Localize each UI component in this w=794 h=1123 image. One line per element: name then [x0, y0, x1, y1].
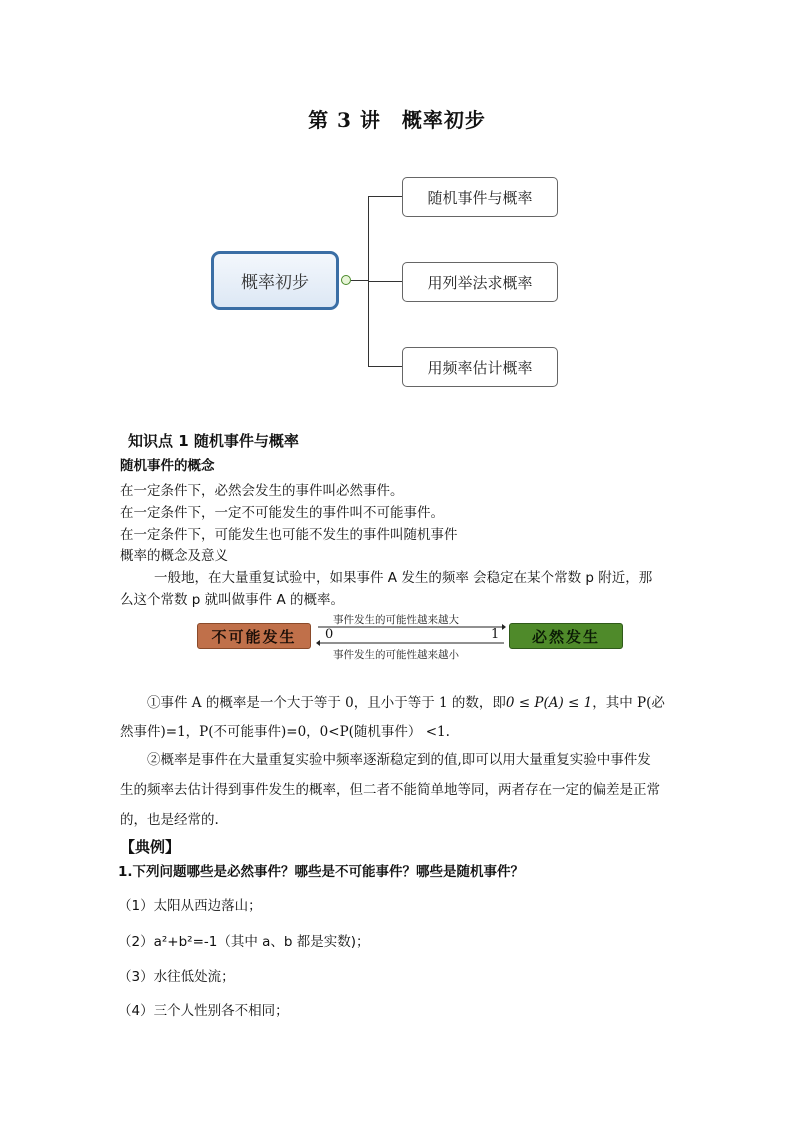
note-1-tail: ，其中 P(必: [592, 695, 665, 711]
mindmap-branch-line-1: [368, 196, 402, 197]
probability-axis: [316, 624, 506, 648]
example-label: 【典例】: [120, 838, 181, 856]
collapse-toggle-icon[interactable]: [341, 275, 351, 285]
axis-zero-label: 0: [325, 627, 334, 642]
mindmap-branch-line-3: [368, 366, 402, 367]
note-1-line2: 然事件)=1，P(不可能事件)=0，0<P(随机事件） <1.: [120, 724, 450, 740]
page-title: 第 3 讲 概率初步: [308, 108, 486, 132]
impossible-badge: 不可能发生: [197, 623, 311, 649]
question-item-2: （2）a²+b²=-1（其中 a、b 都是实数)；: [118, 934, 370, 950]
definition-certain: 在一定条件下，必然会发生的事件叫必然事件。: [120, 483, 404, 499]
question-1: 1.下列问题哪些是必然事件？哪些是不可能事件？哪些是随机事件？: [118, 864, 525, 880]
note-2-line1: ②概率是事件在大量重复实验中频率逐渐稳定到的值,即可以用大量重复实验中事件发: [147, 752, 651, 768]
decreasing-note: 事件发生的可能性越来越小: [333, 649, 459, 661]
question-item-3: （3）水往低处流；: [118, 969, 235, 985]
certain-badge: 必然发生: [509, 623, 623, 649]
mindmap-branch-random-events: 随机事件与概率: [402, 177, 558, 217]
note-2-line3: 的，也是经常的.: [120, 812, 219, 828]
note-1-text: ①事件 A 的概率是一个大于等于 0，且小于等于 1 的数，即: [147, 695, 506, 711]
mindmap-branch-enumeration: 用列举法求概率: [402, 262, 558, 302]
paragraph-probability-line2: 么这个常数 p 就叫做事件 A 的概率。: [120, 592, 344, 608]
probability-range-formula: 0 ≤ P(A) ≤ 1: [505, 695, 593, 711]
question-item-1: （1）太阳从西边落山；: [118, 898, 262, 914]
section-heading: 知识点 1 随机事件与概率: [128, 432, 299, 450]
mindmap-branch-line-2: [368, 281, 402, 282]
note-1-line1: [147, 693, 665, 713]
note-2-line2: 生的频率去估计得到事件发生的概率，但二者不能简单地等同，两者存在一定的偏差是正常: [120, 782, 660, 798]
increasing-note: 事件发生的可能性越来越大: [333, 614, 459, 626]
definition-random: 在一定条件下，可能发生也可能不发生的事件叫随机事件: [120, 527, 458, 543]
paragraph-probability-line1: 一般地，在大量重复试验中，如果事件 A 发生的频率 会稳定在某个常数 p 附近，那: [154, 570, 653, 586]
mindmap-root: 概率初步: [211, 251, 339, 310]
subheading-random-event: 随机事件的概念: [120, 458, 215, 474]
mindmap-branch-frequency: 用频率估计概率: [402, 347, 558, 387]
subheading-probability: 概率的概念及意义: [120, 548, 228, 564]
mindmap-connector-line: [351, 280, 369, 281]
axis-one-label: 1: [491, 627, 500, 642]
question-item-4: （4）三个人性别各不相同；: [118, 1003, 289, 1019]
definition-impossible: 在一定条件下，一定不可能发生的事件叫不可能事件。: [120, 505, 444, 521]
